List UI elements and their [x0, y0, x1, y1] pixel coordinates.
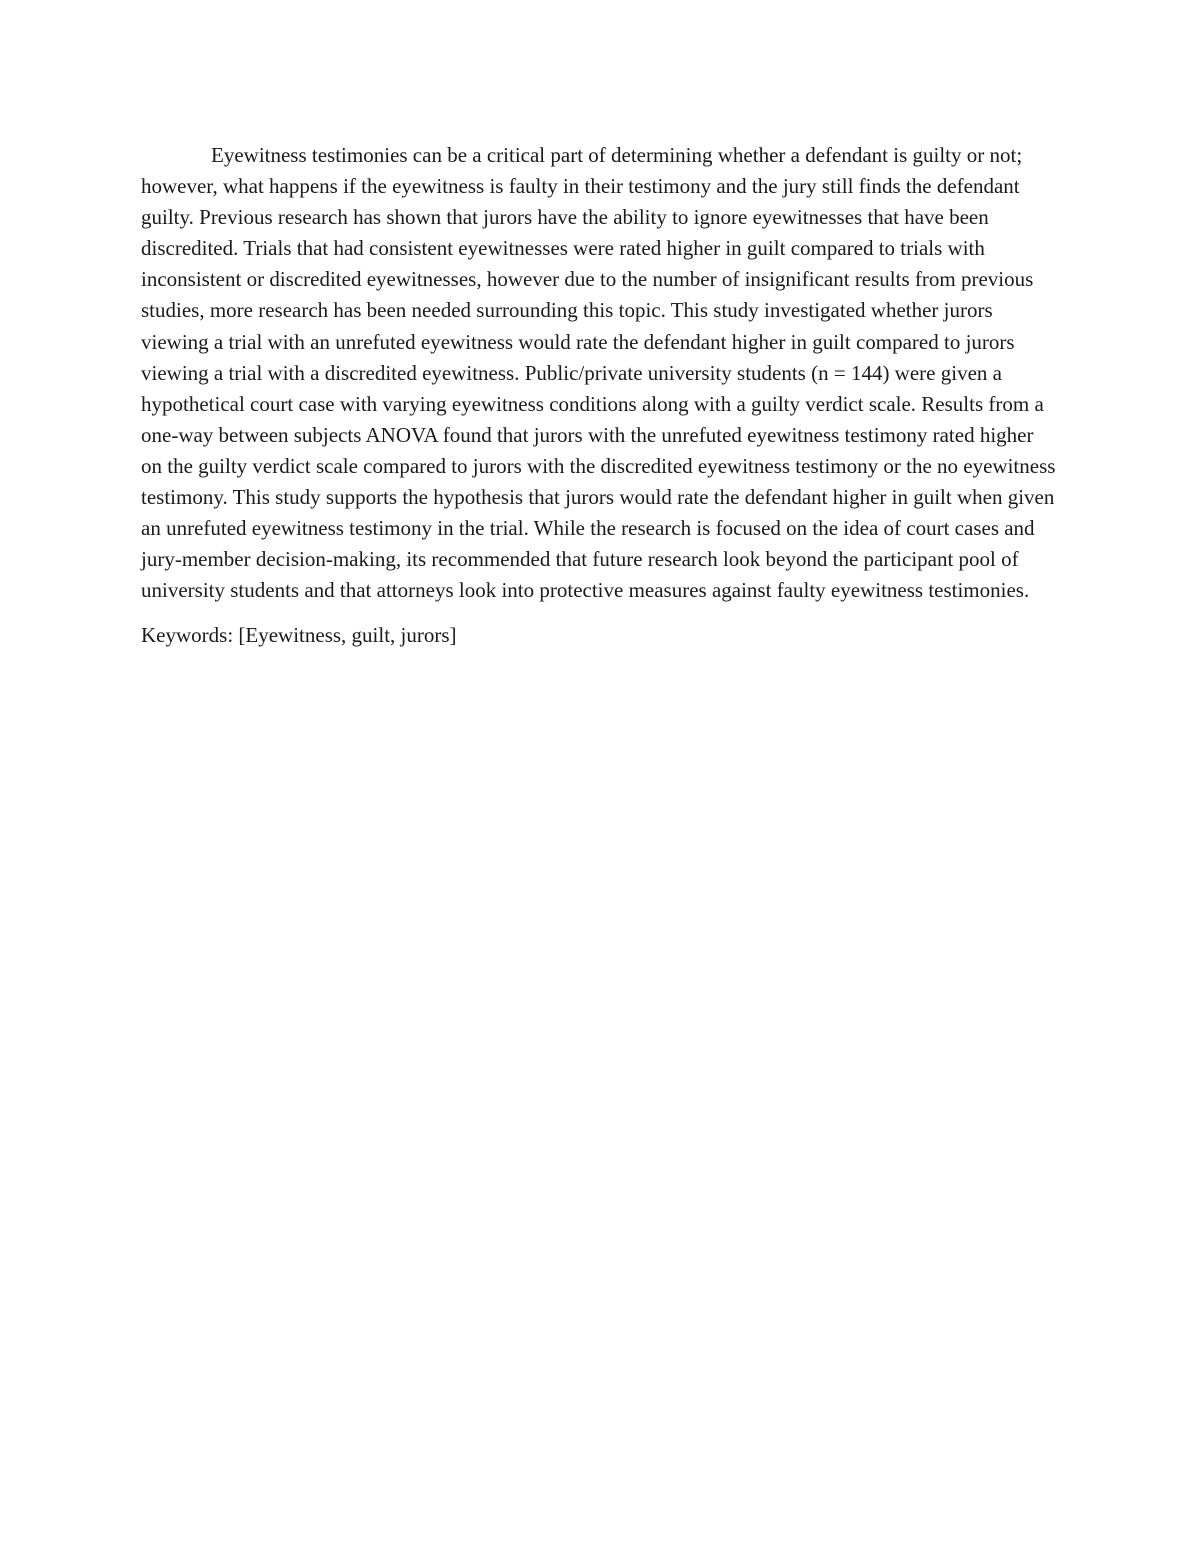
abstract-paragraph: Eyewitness testimonies can be a critical part of determining whether a defendant is guilty or not; however, what happens if the eyewitness is faulty in their testimony and the jury still finds the defendant guilty. Previous research has shown that jurors have the ability to ignore eyewitnesses that have been discredited. Trials that had consistent eyewitnesses were rated higher in guilt compared to trials with inconsistent or discredited eyewitnesses, however due to the number of insignificant results from previous studies, more research has been needed surrounding this topic. This study investigated whether jurors viewing a trial with an unrefuted eyewitness would rate the defendant higher in guilt compared to jurors viewing a trial with a discredited eyewitness. Public/private university students (n = 144) were given a hypothetical court case with varying eyewitness conditions along with a guilty verdict scale. Results from a one-way between subjects ANOVA found that jurors with the unrefuted eyewitness testimony rated higher on the guilty verdict scale compared to jurors with the discredited eyewitness testimony or the no eyewitness testimony. This study supports the hypothesis that jurors would rate the defendant higher in guilt when given an unrefuted eyewitness testimony in the trial. While the research is focused on the idea of court cases and jury-member decision-making, its recommended that future research look beyond the participant pool of university students and that attorneys look into protective measures against faulty eyewitness testimonies. — [141, 143, 1056, 603]
document-body — [141, 140, 1057, 652]
keywords-line: Keywords: [Eyewitness, guilt, jurors] — [141, 623, 457, 648]
